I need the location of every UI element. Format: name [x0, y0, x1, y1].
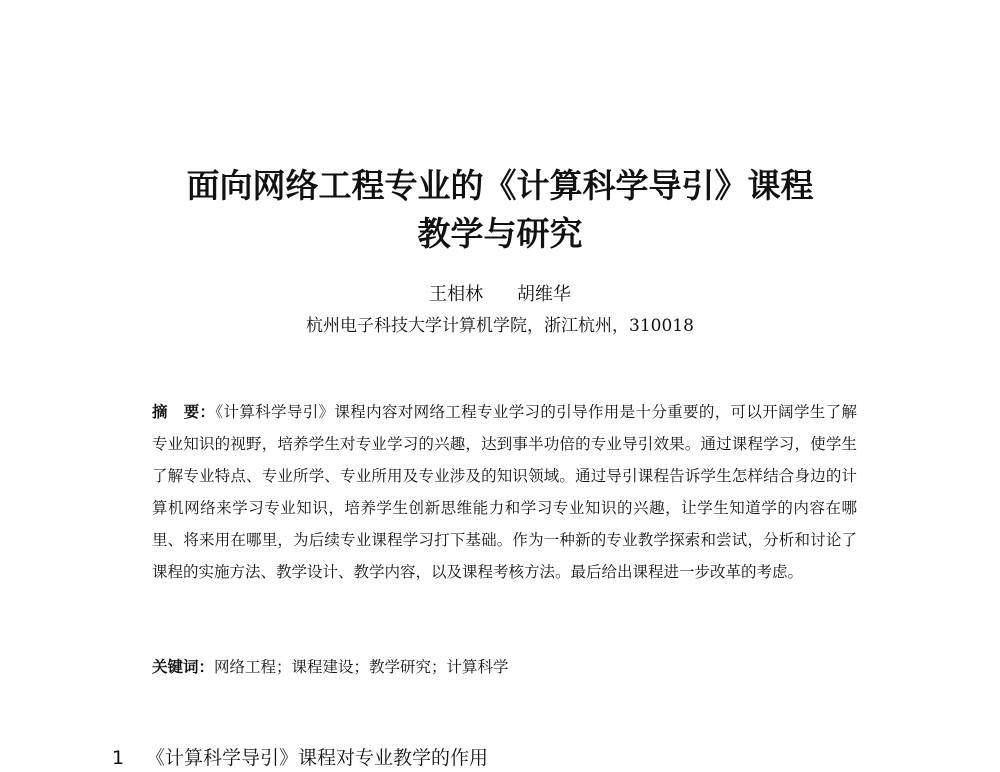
paper-title-line-2: 教学与研究: [417, 214, 583, 253]
author-1: 王相林: [429, 284, 484, 305]
section-number: 1: [112, 747, 125, 769]
keywords-text: 网络工程；课程建设；教学研究；计算科学: [214, 658, 509, 676]
author-2: 胡维华: [516, 284, 571, 305]
keywords-label: 关键词：: [152, 658, 215, 676]
keywords-block: [152, 652, 857, 682]
author-list: [0, 282, 1000, 308]
abstract-label: 摘 要：: [152, 403, 216, 421]
abstract-block: [152, 396, 857, 588]
abstract-text: 《计算科学导引》课程内容对网络工程专业学习的引导作用是十分重要的，可以开阔学生了解专业知识的视野，培养学生对专业学习的兴趣，达到事半功倍的专业导引效果。通过课程学习，使学生了解专业特点、专业所学、专业所用及专业涉及的知识领域。通过导引课程告诉学生怎样结合身边的计算机网络来学习专业知识，培养学生创新思维能力和学习专业知识的兴趣，让学生知道学的内容在哪里、将来用在哪里，为后续专业课程学习打下基础。作为一种新的专业教学探索和尝试，分析和讨论了课程的实施方法、教学设计、教学内容，以及课程考核方法。最后给出课程进一步改革的考虑。: [152, 403, 857, 581]
author-affiliation: 杭州电子科技大学计算机学院，浙江杭州，310018: [306, 316, 694, 336]
section-title: 《计算科学导引》课程对专业教学的作用: [146, 747, 489, 769]
section-heading: [112, 744, 488, 772]
paper-title-line-1: 面向网络工程专业的《计算科学导引》课程: [186, 166, 814, 205]
